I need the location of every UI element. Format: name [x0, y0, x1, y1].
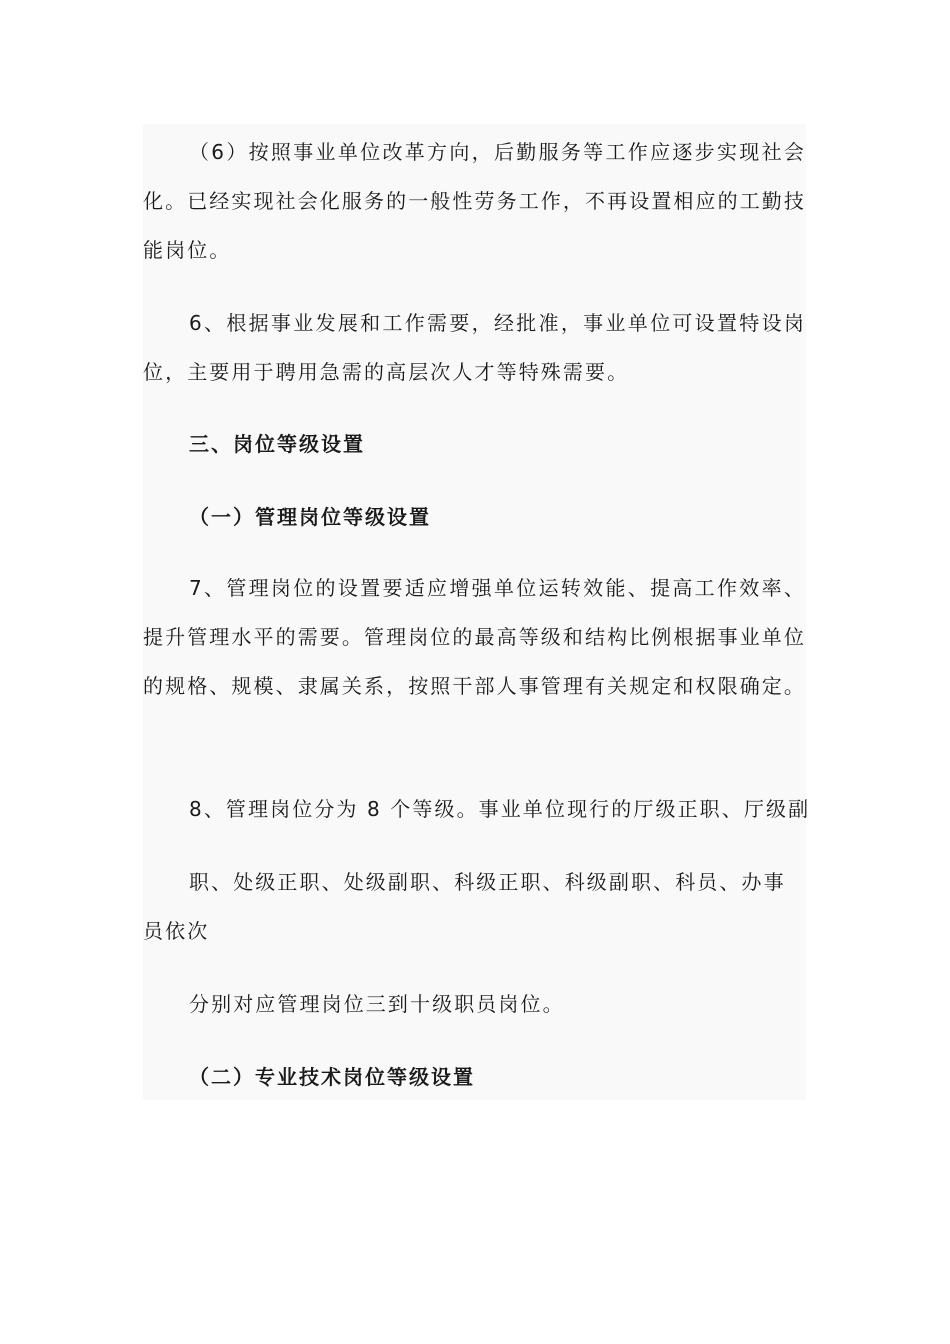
paragraph-8-line-2: 职、处级正职、处级副职、科级正职、科级副职、科员、办事	[189, 870, 786, 894]
paragraph-8-line-1: 8、管理岗位分为 8 个等级。事业单位现行的厅级正职、厅级副	[189, 797, 811, 821]
paragraph-8-line-4: 分别对应管理岗位三到十级职员岗位。	[189, 992, 565, 1016]
section-3-heading: 三、岗位等级设置	[189, 432, 365, 456]
paragraph-6-sub: （6）按照事业单位改革方向，后勤服务等工作应逐步实现社会化。已经实现社会化服务的一般性劳务工作，不再设置相应的工勤技能岗位。	[143, 140, 806, 262]
paragraph-7: 7、管理岗位的设置要适应增强单位运转效能、提高工作效率、提升管理水平的需要。管理岗位的最高等级和结构比例根据事业单位的规格、规模、隶属关系，按照干部人事管理有关规定和权限确定。	[143, 576, 806, 698]
subsection-2-heading: （二）专业技术岗位等级设置	[189, 1065, 475, 1089]
paragraph-8-line-3: 员依次	[143, 919, 210, 943]
paragraph-6: 6、根据事业发展和工作需要，经批准，事业单位可设置特设岗位，主要用于聘用急需的高层次人才等特殊需要。	[143, 311, 806, 384]
document-page	[143, 124, 811, 1100]
subsection-1-heading: （一）管理岗位等级设置	[189, 505, 431, 529]
